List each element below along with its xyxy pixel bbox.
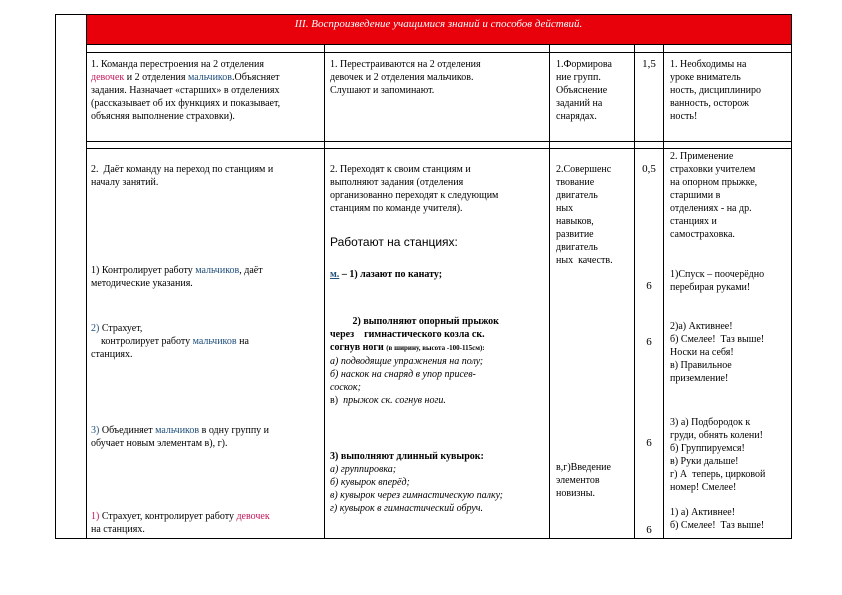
- row2-time: 6: [646, 437, 652, 449]
- text-line: 1) а) Активнее!: [670, 507, 736, 518]
- text-line: 2) выполняют опорный прыжок: [330, 316, 499, 327]
- text-line: г) кувырок в гимнастический обруч.: [330, 503, 484, 514]
- text-line: б) наскок на снаряд в упор присев-: [330, 369, 476, 380]
- text-fragment: , даёт: [239, 265, 263, 276]
- boys-word: мальчиков: [195, 265, 240, 276]
- station-1-line: [330, 268, 442, 281]
- text-line: развитие: [556, 229, 594, 240]
- text-line: выполняют задания (отделения: [330, 177, 464, 188]
- text-line: [91, 510, 270, 523]
- text-line: объясняя выполнение страховки).: [91, 111, 235, 122]
- text-line: [330, 341, 499, 355]
- text-line: [91, 424, 269, 437]
- row2-notes-4: [670, 506, 764, 532]
- text-line: ных: [556, 203, 574, 214]
- row1-goal-cell: [556, 58, 612, 123]
- stations-heading: Работают на станциях:: [330, 235, 458, 249]
- row2-goal-novelty: [556, 461, 611, 500]
- text-line: 2. Переходят к своим станциям и: [330, 164, 471, 175]
- row2-notes-2: [670, 320, 764, 385]
- text-line: [91, 264, 263, 277]
- row2-time: 6: [646, 280, 652, 292]
- text-line: в) Руки дальше!: [670, 456, 739, 467]
- text-line: 3) а) Подбородок к: [670, 417, 751, 428]
- text-line: приземление!: [670, 373, 729, 384]
- item-number: 1): [91, 511, 102, 522]
- text-line: страховки учителем: [670, 164, 756, 175]
- text-line: девочек и 2 отделения мальчиков.: [330, 72, 474, 83]
- text-line: ность, дисциплиниро: [670, 85, 761, 96]
- text-line: перебирая руками!: [670, 282, 751, 293]
- text-line: 1. Команда перестроения на 2 отделения: [91, 59, 264, 70]
- text-line: [91, 335, 249, 348]
- text-line: в) кувырок через гимнастическую палку;: [330, 490, 504, 501]
- text-line: номер! Смелее!: [670, 482, 737, 493]
- text-line: 2. Применение: [670, 151, 734, 162]
- text-fragment: Объединяет: [101, 425, 156, 436]
- row2-teacher-p3: [91, 322, 249, 361]
- text-line: станциях.: [91, 349, 133, 360]
- row2-notes-1: [670, 268, 764, 294]
- item-number: 2): [91, 323, 102, 334]
- text-line: двигатель: [556, 242, 598, 253]
- text-fragment: 1) Контролирует работу: [91, 265, 196, 276]
- table-border-top: [55, 14, 792, 15]
- text-fragment: в одну группу и: [199, 425, 270, 436]
- text-line: организованно переходят к следующим: [330, 190, 499, 201]
- text-fragment: .Объясняет: [232, 72, 280, 83]
- text-fragment: контролирует работу: [91, 336, 193, 347]
- text-line: ных качеств.: [556, 255, 613, 266]
- girls-word: девочек: [91, 72, 125, 83]
- text-line: старшими в: [670, 190, 721, 201]
- text-line: 1)Спуск – поочерёдно: [670, 269, 765, 280]
- table-border-bottom: [55, 538, 792, 539]
- table-border-left: [86, 14, 87, 539]
- row2-time: 6: [646, 336, 652, 348]
- text-line: заданий на: [556, 98, 603, 109]
- text-line: двигатель: [556, 190, 598, 201]
- girls-word: девочек: [236, 511, 270, 522]
- text-line: г) А теперь, цирковой: [670, 469, 766, 480]
- text-line: (рассказывает об их функциях и показывает,: [91, 98, 281, 109]
- text-line: методические указания.: [91, 278, 193, 289]
- row2-goal-cell: [556, 163, 613, 267]
- text-line: соскок;: [330, 382, 361, 393]
- row1-teacher-cell: [91, 58, 280, 123]
- row1-time: 1,5: [642, 58, 656, 70]
- station-link[interactable]: м.: [330, 269, 340, 280]
- text-line: самостраховка.: [670, 229, 735, 240]
- row2-teacher-p4: [91, 424, 269, 450]
- text-line: а) группировка;: [330, 464, 397, 475]
- column-divider: [634, 44, 635, 539]
- text-line: 1.Формирова: [556, 59, 612, 70]
- text-fragment: в): [330, 395, 344, 406]
- text-fragment: – 1) лазают по канату;: [339, 269, 443, 280]
- text-line: Носки на себя!: [670, 347, 734, 358]
- text-line: Объяснение: [556, 85, 608, 96]
- text-line: б) Смелее! Таз выше!: [670, 334, 765, 345]
- row-divider: [86, 141, 792, 142]
- text-line: ванность, осторож: [670, 98, 749, 109]
- text-fragment: Страхует, контролирует работу: [101, 511, 237, 522]
- text-line: обучает новым элементам в), г).: [91, 438, 228, 449]
- text-line: 2)а) Активнее!: [670, 321, 733, 332]
- text-line: Слушают и запоминают.: [330, 85, 435, 96]
- row2-teacher-p1: [91, 163, 273, 189]
- text-fragment: на: [236, 336, 249, 347]
- column-divider: [324, 44, 325, 539]
- text-line: б) Группируемся!: [670, 443, 745, 454]
- text-line: станциям по команде учителя).: [330, 203, 463, 214]
- text-line: снарядах.: [556, 111, 597, 122]
- text-line: [91, 322, 249, 335]
- text-line: в,г)Введение: [556, 462, 611, 473]
- column-divider: [549, 44, 550, 539]
- text-line: новизны.: [556, 488, 595, 499]
- row2-time: 0,5: [642, 163, 656, 175]
- text-line: 1. Перестраиваются на 2 отделения: [330, 59, 481, 70]
- text-fragment: согнув ноги: [330, 342, 387, 353]
- text-fragment: прыжок ск. согнув ноги.: [343, 395, 446, 406]
- row-divider: [86, 52, 792, 53]
- boys-word: мальчиков: [187, 72, 232, 83]
- row-divider: [86, 148, 792, 149]
- text-line: станциях и: [670, 216, 717, 227]
- row2-teacher-p2: [91, 264, 263, 290]
- text-line: груди, обнять колени!: [670, 430, 763, 441]
- text-line: б) Смелее! Таз выше!: [670, 520, 765, 531]
- text-line: навыков,: [556, 216, 594, 227]
- text-fragment: и 2 отделения: [124, 72, 188, 83]
- text-line: а) подводящие упражнения на полу;: [330, 356, 484, 367]
- section-title: III. Воспроизведение учащимися знаний и способов действий.: [294, 18, 583, 30]
- text-line: на станциях.: [91, 524, 145, 535]
- row2-teacher-p5: [91, 510, 270, 536]
- text-line: [330, 394, 499, 407]
- row1-students-cell: [330, 58, 481, 97]
- boys-word: мальчиков: [192, 336, 237, 347]
- text-line: через гимнастического козла ск.: [330, 329, 485, 340]
- text-line: [91, 71, 280, 84]
- text-line: в) Правильное: [670, 360, 732, 371]
- text-line: твование: [556, 177, 595, 188]
- row-divider: [86, 44, 792, 45]
- table-border-right: [791, 14, 792, 539]
- text-line: элементов: [556, 475, 600, 486]
- text-line: 3) выполняют длинный кувырок:: [330, 451, 484, 462]
- column-divider: [663, 44, 664, 539]
- row2-students-intro: [330, 163, 498, 215]
- text-line: уроке вниматель: [670, 72, 741, 83]
- text-line: 1. Необходимы на: [670, 59, 747, 70]
- row1-notes-cell: [670, 58, 761, 123]
- text-fragment: (в ширину, высота -100-115см):: [386, 344, 485, 352]
- section-header: [86, 14, 791, 44]
- station-2-block: [330, 315, 499, 407]
- text-line: ние групп.: [556, 72, 601, 83]
- station-3-block: [330, 450, 503, 515]
- text-line: 2. Даёт команду на переход по станциям и: [91, 164, 274, 175]
- row2-notes-3: [670, 416, 765, 494]
- item-number: 3): [91, 425, 102, 436]
- text-line: задания. Назначает «старших» в отделениях: [91, 85, 280, 96]
- text-line: 2.Совершенс: [556, 164, 612, 175]
- text-line: отделениях - на др.: [670, 203, 752, 214]
- row2-time: 6: [646, 524, 652, 536]
- table-border-left-outer: [55, 14, 56, 539]
- text-line: на опорном прыжке,: [670, 177, 758, 188]
- text-fragment: Страхует,: [101, 323, 143, 334]
- row2-notes-intro: [670, 150, 757, 241]
- text-line: ность!: [670, 111, 698, 122]
- text-line: б) кувырок вперёд;: [330, 477, 410, 488]
- boys-word: мальчиков: [155, 425, 200, 436]
- text-line: началу занятий.: [91, 177, 159, 188]
